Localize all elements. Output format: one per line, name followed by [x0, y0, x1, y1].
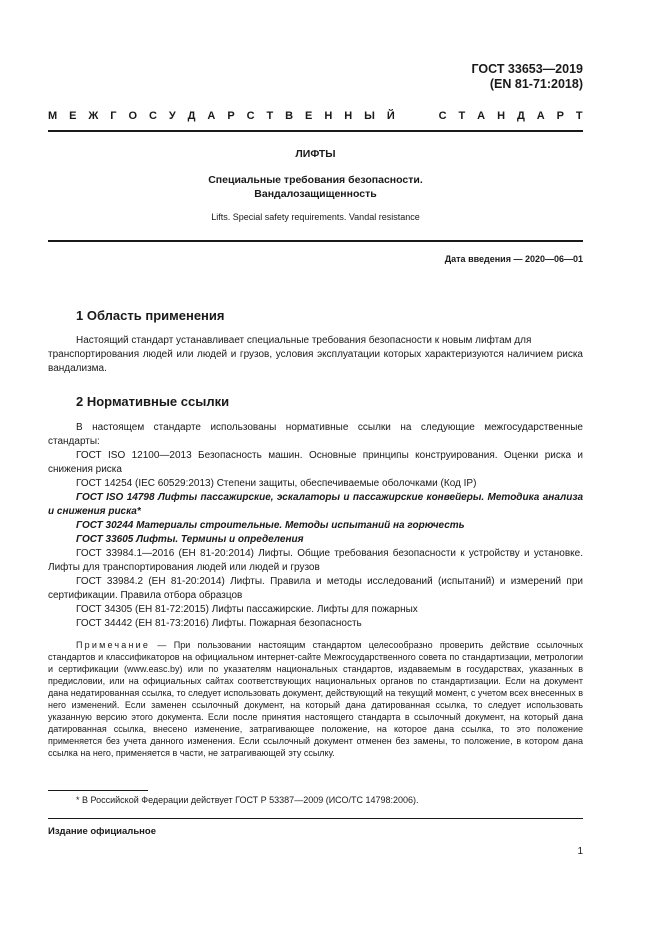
banner-letter: В: [285, 110, 294, 122]
reference-item: ГОСТ 34442 (ЕН 81-73:2016) Лифты. Пожарная безопасность: [76, 618, 362, 629]
footnote: * В Российской Федерации действует ГОСТ Р 53387—2009 (ИСО/ТС 14798:2006).: [76, 795, 419, 805]
banner-letter: Д: [187, 110, 196, 122]
reference-item: ГОСТ 33984.1—2016 (ЕН 81-20:2014) Лифты. Общие требования безопасности к устройству и установке. Лифты для транспортирования людей или людей и грузов: [48, 548, 583, 573]
standard-code-en: (EN 81-71:2018): [489, 77, 583, 91]
document-title: ЛИФТЫ: [295, 148, 336, 160]
standard-code: [471, 62, 583, 92]
note-label: Примечание: [76, 640, 151, 650]
banner-word-gap: [407, 110, 427, 122]
banner-letter: А: [536, 110, 545, 122]
banner-letter: Д: [516, 110, 525, 122]
edition-rule: [48, 818, 583, 819]
banner-letter: Н: [344, 110, 353, 122]
banner-letter: А: [207, 110, 216, 122]
normative-references: [48, 421, 583, 631]
subtitle-line-1: Специальные требования безопасности.: [208, 174, 423, 186]
introduction-date: Дата введения — 2020—06—01: [444, 254, 583, 264]
banner-letter: Т: [458, 110, 466, 122]
subtitle-line-2: Вандалозащищенность: [254, 188, 377, 200]
note-text: — При пользовании настоящим стандартом целесообразно проверить действие ссылочных стандартов и классификаторов на официальном интернет-сайте Межгосударственного совета по стандартизации, метрологии и сертификации (www.easc.by) или по указателям национальных стандартов, издаваемым в государствах, указанных в предисловии, или на официальных сайтах соответствующих национальных органов по стандартизации. Если на документ дана недатированная ссылка, то следует использовать документ, действующий на текущий момент, с учетом всех внесенных в него изменений. Если заменен ссылочный документ, на который дана датированная ссылка, то следует использовать указанную версию этого документа. Если после принятия настоящего стандарта в ссылочный документ, на который дана датированная ссылка, внесено изменение, затрагивающее положение, на которое дана ссылка, то это положение применяется без учета данного изменения. Если ссылочный документ отменен без замены, то положение, в котором дана ссылка на него, применяется в части, не затрагивающей эту ссылку.: [48, 640, 583, 758]
header-rule: [48, 130, 583, 132]
section-1-heading: 1 Область применения: [76, 308, 225, 323]
reference-item: ГОСТ ISO 12100—2013 Безопасность машин. Основные принципы конструирования. Оценки риска и снижения риска: [48, 450, 583, 475]
standard-code-number: ГОСТ 33653—2019: [471, 62, 583, 76]
section-2-heading: 2 Нормативные ссылки: [76, 394, 230, 409]
banner-letter: Е: [69, 110, 77, 122]
banner-letter: Й: [386, 110, 395, 122]
page-number: 1: [577, 846, 583, 857]
banner-letter: С: [438, 110, 447, 122]
banner-letter: Г: [110, 110, 117, 122]
banner-letter: Р: [227, 110, 235, 122]
english-title: Lifts. Special safety requirements. Vandal resistance: [211, 212, 420, 222]
banner-letter: А: [477, 110, 486, 122]
banner-letter: Н: [324, 110, 333, 122]
references-intro: В настоящем стандарте использованы нормативные ссылки на следующие межгосударственные стандарты:: [48, 422, 583, 447]
banner-letter: Ы: [364, 110, 375, 122]
footnote-separator: [48, 790, 148, 791]
edition-label: Издание официальное: [48, 826, 156, 837]
section-1-text-first: Настоящий стандарт устанавливает специальные требования безопасности к новым лифтам для: [76, 335, 532, 346]
banner-letter: Р: [556, 110, 564, 122]
title-rule: [48, 240, 583, 242]
banner-letter: У: [168, 110, 176, 122]
reference-item: ГОСТ 34305 (ЕН 81-72:2015) Лифты пассажирские. Лифты для пожарных: [76, 604, 418, 615]
reference-item: ГОСТ 33605 Лифты. Термины и определения: [76, 534, 304, 545]
reference-item: ГОСТ 30244 Материалы строительные. Методы испытаний на горючесть: [76, 520, 465, 531]
section-1-text-rest: транспортирования людей или людей и грузов, условия эксплуатации которых характеризуются наличием риска вандализма.: [48, 349, 583, 374]
banner-letter: Е: [305, 110, 313, 122]
banner-letter: Т: [266, 110, 274, 122]
banner-letter: С: [148, 110, 157, 122]
banner-letter: О: [128, 110, 138, 122]
banner-letter: М: [48, 110, 58, 122]
reference-item: ГОСТ 14254 (IEC 60529:2013) Степени защиты, обеспечиваемые оболочками (Код IP): [76, 478, 477, 489]
note: [48, 639, 583, 759]
interstate-standard-banner: [48, 110, 583, 122]
document-subtitle: [48, 173, 583, 201]
banner-letter: Н: [497, 110, 506, 122]
reference-item: ГОСТ ISO 14798 Лифты пассажирские, эскалаторы и пассажирские конвейеры. Методика анализа и снижения риска*: [48, 492, 583, 517]
banner-letter: Ж: [88, 110, 99, 122]
banner-letter: С: [246, 110, 255, 122]
reference-item: ГОСТ 33984.2 (ЕН 81-20:2014) Лифты. Правила и методы исследований (испытаний) и измерений при сертификации. Правила отбора образцов: [48, 576, 583, 601]
banner-letter: Т: [575, 110, 583, 122]
